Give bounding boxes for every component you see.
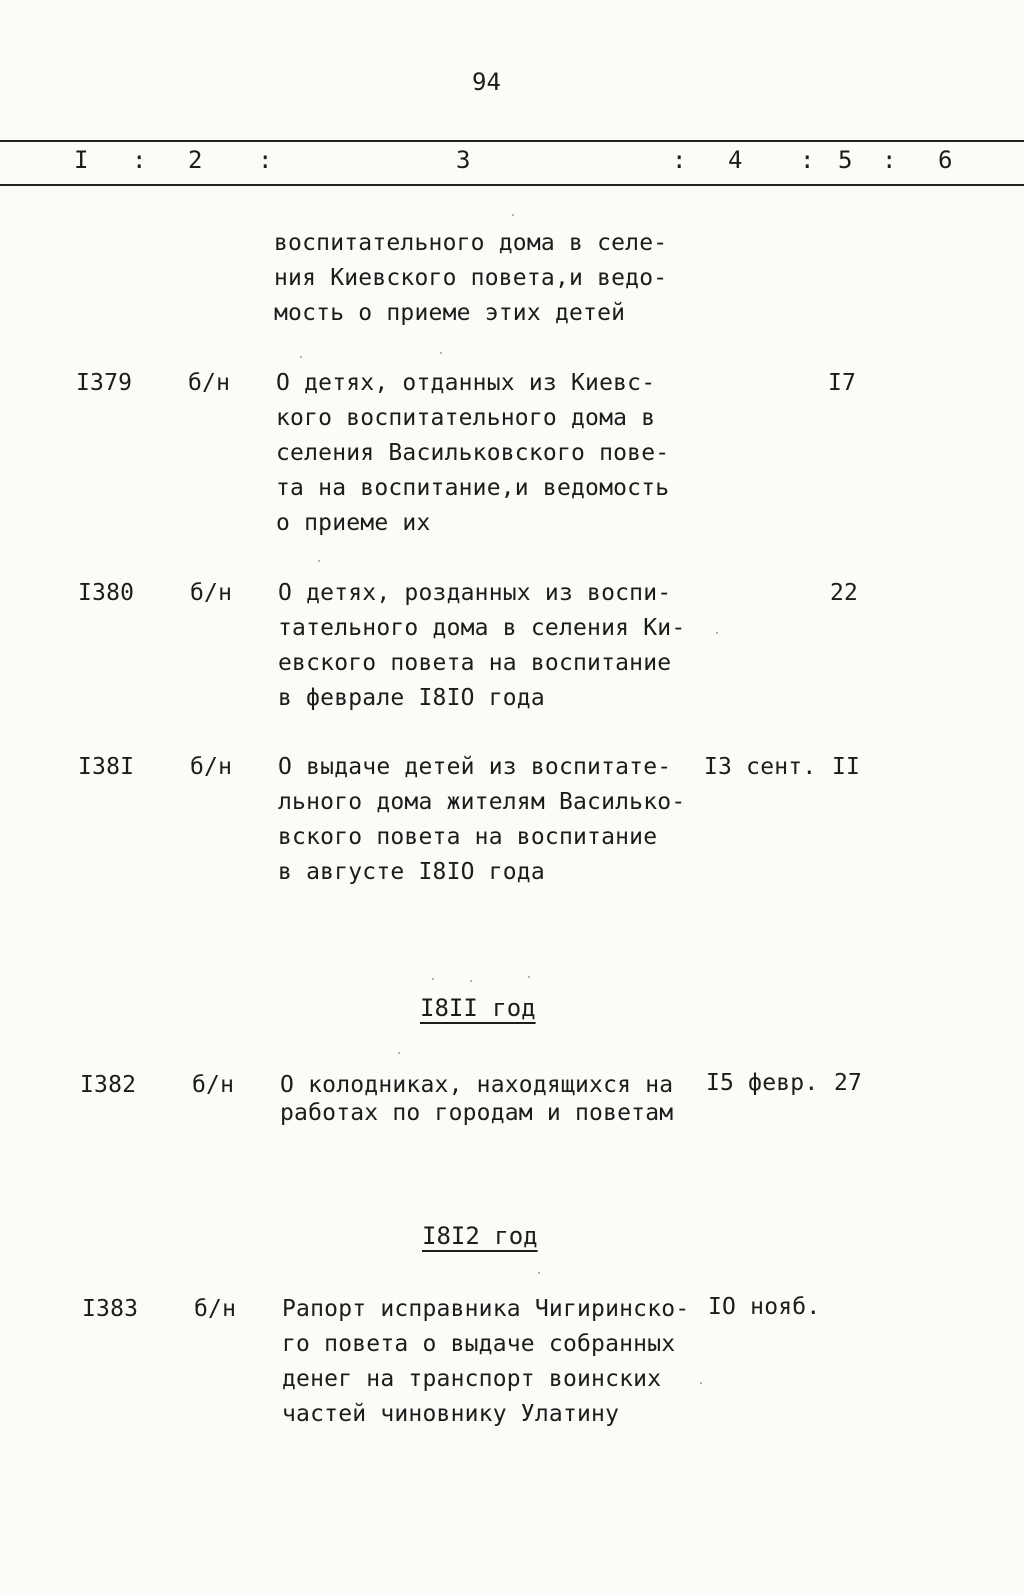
header-sep-2: : [258, 146, 273, 174]
entry-line: го повета о выдаче собранных [282, 1331, 676, 1357]
year-heading-1812: I8I2 год [422, 1222, 538, 1250]
header-col-2: 2 [188, 146, 203, 174]
entry-line: Рапорт исправника Чигиринско- [282, 1296, 690, 1322]
scan-speck [528, 976, 530, 978]
entry-line: тательного дома в селения Ки- [278, 615, 686, 641]
continuation-line: воспитательного дома в селе- [274, 230, 668, 256]
entry-line: О выдаче детей из воспитате- [278, 754, 672, 780]
scan-speck [470, 980, 472, 982]
scan-speck [300, 356, 302, 358]
entry-line: селения Васильковского пове- [276, 440, 670, 466]
header-col-5: 5 [838, 146, 853, 174]
entry-number: I379 [76, 370, 133, 396]
entry-ref: б/н [194, 1296, 237, 1322]
scan-speck [700, 1382, 702, 1384]
entry-date: I5 февр. [706, 1070, 819, 1096]
entry-line: О детях, отданных из Киевс- [276, 370, 656, 396]
scan-speck [512, 214, 514, 216]
entry-sheets: 27 [834, 1070, 863, 1096]
entry-line: частей чиновнику Улатину [282, 1401, 620, 1427]
entry-date: IO нояб. [708, 1294, 821, 1320]
entry-ref: б/н [190, 580, 233, 606]
entry-line: О детях, розданных из воспи- [278, 580, 672, 606]
scan-speck [716, 632, 718, 634]
page-number: 94 [472, 68, 501, 96]
header-col-3: 3 [456, 146, 471, 174]
entry-line: вского повета на воспитание [278, 824, 658, 850]
continuation-line: ния Киевского повета,и ведо- [274, 265, 668, 291]
entry-line: О колодниках, находящихся на [280, 1072, 674, 1098]
entry-sheets: 22 [830, 580, 859, 606]
header-sep-4: : [800, 146, 815, 174]
entry-line: о приеме их [276, 510, 431, 536]
scan-speck [440, 352, 442, 354]
header-sep-1: : [132, 146, 147, 174]
scan-speck [398, 1052, 400, 1054]
header-top-rule [0, 140, 1024, 142]
header-sep-5: : [882, 146, 897, 174]
entry-number: I380 [78, 580, 135, 606]
scan-speck [432, 978, 434, 980]
scan-speck [538, 1272, 540, 1274]
header-bottom-rule [0, 184, 1024, 186]
entry-ref: б/н [190, 754, 233, 780]
entry-line: денег на транспорт воинских [282, 1366, 662, 1392]
entry-ref: б/н [188, 370, 231, 396]
entry-ref: б/н [192, 1072, 235, 1098]
scan-speck [318, 560, 320, 562]
header-col-4: 4 [728, 146, 743, 174]
entry-sheets: II [832, 754, 861, 780]
entry-line: в феврале I8IO года [278, 685, 545, 711]
header-col-1: I [74, 146, 89, 174]
year-heading-1811: I8II год [420, 994, 536, 1022]
entry-date: I3 сент. [704, 754, 817, 780]
entry-sheets: I7 [828, 370, 857, 396]
entry-number: I383 [82, 1296, 139, 1322]
entry-line: кого воспитательного дома в [276, 405, 656, 431]
header-sep-3: : [672, 146, 687, 174]
entry-line: льного дома жителям Василько- [278, 789, 686, 815]
entry-line: в августе I8IO года [278, 859, 545, 885]
entry-number: I382 [80, 1072, 137, 1098]
entry-line: евского повета на воспитание [278, 650, 672, 676]
continuation-line: мость о приеме этих детей [274, 300, 626, 326]
entry-line: та на воспитание,и ведомость [276, 475, 670, 501]
entry-line: работах по городам и поветам [280, 1100, 674, 1126]
entry-number: I38I [78, 754, 135, 780]
header-col-6: 6 [938, 146, 953, 174]
